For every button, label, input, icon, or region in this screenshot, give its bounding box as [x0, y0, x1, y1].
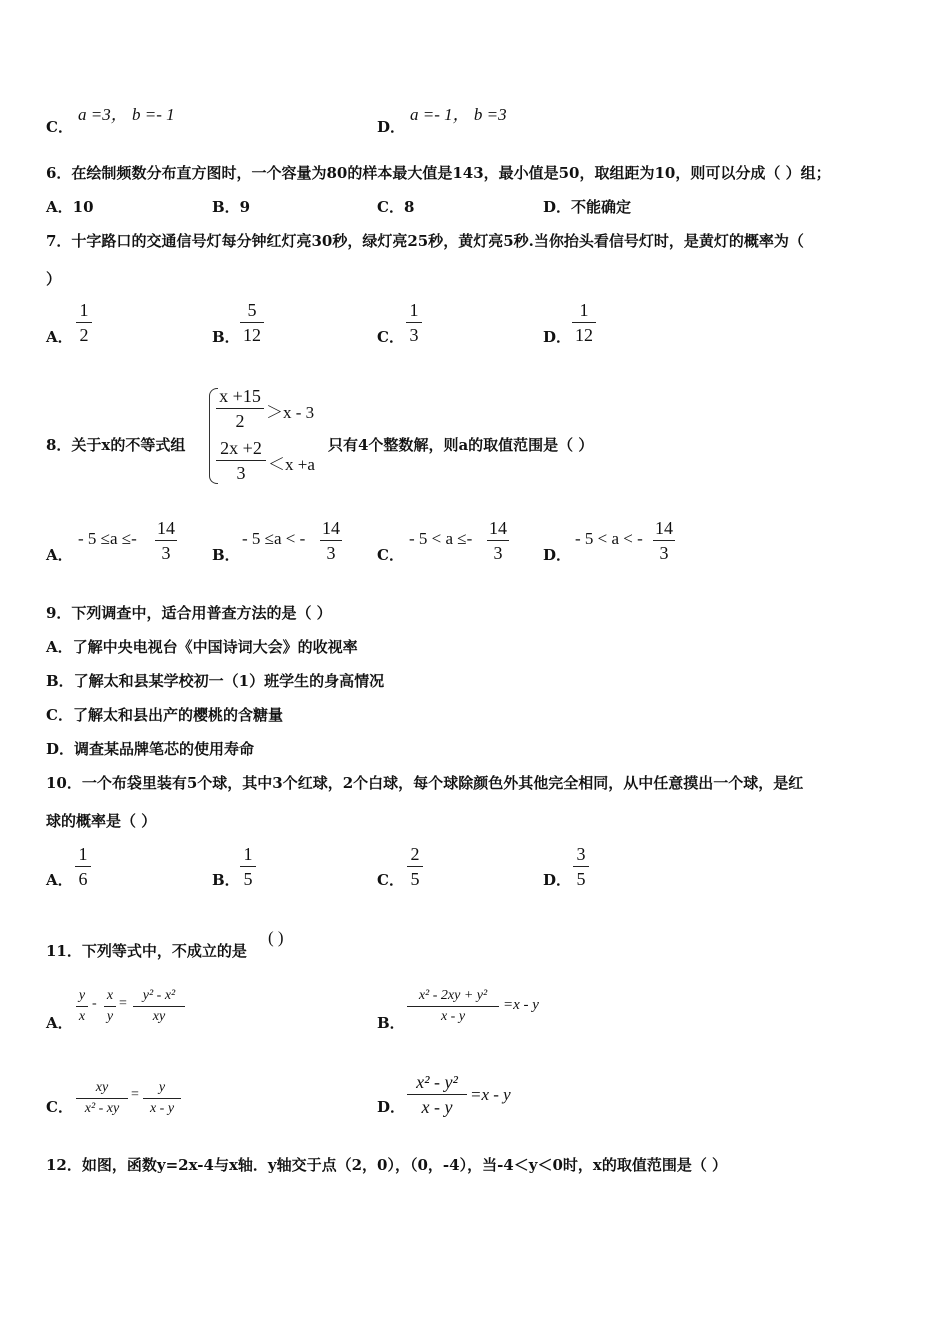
- q8-option-c-lhs: - 5 < a ≤-: [409, 529, 473, 548]
- denominator: x - y: [421, 1097, 453, 1117]
- question-6-text: 6．在绘制频数分布直方图时，一个容量为80的样本最大值是143，最小值是50，取组距为10，则可以分成（ ）组；: [46, 164, 831, 182]
- q9-option-d: D．调查某品牌笔芯的使用寿命: [46, 740, 255, 758]
- question-8-prefix: 8．关于x的不等式组: [46, 436, 186, 454]
- numerator: 1: [243, 844, 253, 864]
- q9-option-a: A．了解中央电视台《中国诗词大会》的收视率: [46, 638, 358, 656]
- q8-option-b-lhs: - 5 ≤a < -: [242, 529, 306, 548]
- inequality-2-rhs: ＜x +a: [268, 455, 315, 474]
- q11-d-fraction: [407, 1071, 467, 1118]
- numerator: y: [158, 1080, 166, 1095]
- numerator: 1: [79, 300, 89, 320]
- denominator: 3: [659, 543, 669, 563]
- denominator: 6: [78, 869, 88, 889]
- q6-option-d: D．不能确定: [543, 198, 632, 216]
- question-12-text: 12．如图，函数y=2x-4与x轴．y轴交于点（2，0），（0，-4），当-4＜y＜0时，x的取值范围是（ ）: [46, 1156, 728, 1174]
- q10-option-b-fraction: [240, 843, 256, 890]
- q11-a-fraction-3: [133, 987, 185, 1026]
- q6-option-b: B．9: [212, 198, 251, 216]
- question-7-text-end: ）: [46, 270, 62, 288]
- q11-a-equals: =: [119, 996, 127, 1011]
- q11-label-c: C．: [46, 1098, 73, 1116]
- q7-option-a-fraction: [76, 299, 92, 346]
- q8-label-c: C．: [377, 546, 404, 564]
- numerator: 2x +2: [220, 438, 262, 458]
- denominator: 2: [79, 325, 89, 345]
- numerator: 5: [247, 300, 257, 320]
- q8-option-a-fraction: [155, 517, 177, 564]
- numerator: y: [78, 988, 86, 1003]
- denominator: 12: [243, 325, 261, 345]
- q6-option-c: C．8: [377, 198, 415, 216]
- denominator: 3: [326, 543, 336, 563]
- numerator: 14: [157, 518, 175, 538]
- numerator: 14: [489, 518, 507, 538]
- q9-option-b: B．了解太和县某学校初一（1）班学生的身高情况: [46, 672, 385, 690]
- denominator: y: [106, 1009, 114, 1024]
- numerator: y² - x²: [142, 988, 176, 1003]
- q8-label-b: B．: [212, 546, 240, 564]
- numerator: 1: [78, 844, 88, 864]
- q11-c-fraction-1: [76, 1079, 128, 1118]
- q11-a-fraction-2: [104, 987, 116, 1026]
- denominator: 3: [236, 463, 246, 483]
- q10-option-a-fraction: [75, 843, 91, 890]
- numerator: x² - y²: [416, 1072, 458, 1092]
- denominator: 5: [576, 869, 586, 889]
- numerator: x: [106, 988, 114, 1003]
- q10-label-d: D．: [543, 871, 572, 889]
- q7-option-d-fraction: [572, 299, 596, 346]
- option-c-expression: a =3， b =- 1: [78, 105, 175, 124]
- q8-option-d-lhs: - 5 < a < -: [575, 529, 643, 548]
- question-7-text: 7．十字路口的交通信号灯每分钟红灯亮30秒，绿灯亮25秒，黄灯亮5秒.当你抬头看信号灯时，是黄灯的概率为（: [46, 232, 804, 250]
- q8-option-d-fraction: [653, 517, 675, 564]
- q8-label-d: D．: [543, 546, 572, 564]
- denominator: 3: [409, 325, 419, 345]
- q11-a-fraction-1: [76, 987, 88, 1026]
- numerator: 3: [576, 844, 586, 864]
- q8-option-a-lhs: - 5 ≤a ≤-: [78, 529, 137, 548]
- question-11-paren: ( ): [268, 928, 284, 947]
- q11-d-rhs: =x - y: [470, 1085, 511, 1104]
- numerator: xy: [95, 1080, 109, 1095]
- q7-label-b: B．: [212, 328, 240, 346]
- numerator: x +15: [219, 386, 261, 406]
- q11-label-a: A．: [46, 1014, 73, 1032]
- question-11-text: 11．下列等式中，不成立的是: [46, 942, 247, 960]
- option-d-expression: a =- 1， b =3: [410, 105, 507, 124]
- q10-label-a: A．: [46, 871, 73, 889]
- question-10-text-end: 球的概率是（ ）: [46, 812, 157, 830]
- q10-label-c: C．: [377, 871, 404, 889]
- inequality-2-fraction: [216, 437, 266, 484]
- inequality-1-rhs: ＞x - 3: [266, 403, 315, 422]
- denominator: x - y: [440, 1009, 466, 1024]
- option-label-d: D．: [377, 118, 406, 136]
- inequality-1-fraction: [216, 385, 264, 432]
- q6-option-a: A．10: [46, 198, 94, 216]
- numerator: 1: [409, 300, 419, 320]
- q7-option-b-fraction: [240, 299, 264, 346]
- denominator: x: [78, 1009, 86, 1024]
- q11-label-d: D．: [377, 1098, 406, 1116]
- q7-label-c: C．: [377, 328, 404, 346]
- denominator: 3: [493, 543, 503, 563]
- q7-label-a: A．: [46, 328, 73, 346]
- numerator: 2: [410, 844, 420, 864]
- denominator: 5: [410, 869, 420, 889]
- denominator: 5: [243, 869, 253, 889]
- q8-label-a: A．: [46, 546, 73, 564]
- q11-a-minus: -: [92, 996, 97, 1011]
- denominator: 2: [235, 411, 245, 431]
- numerator: 1: [579, 300, 589, 320]
- q8-option-b-fraction: [320, 517, 342, 564]
- q7-label-d: D．: [543, 328, 572, 346]
- denominator: x² - xy: [84, 1101, 120, 1116]
- question-9-text: 9．下列调查中，适合用普查方法的是（ ）: [46, 604, 332, 622]
- q11-b-fraction: [407, 987, 499, 1026]
- denominator: xy: [152, 1009, 166, 1024]
- question-8-suffix: 只有4个整数解，则a的取值范围是（ ）: [328, 436, 594, 454]
- q10-option-c-fraction: [407, 843, 423, 890]
- option-label-c: C．: [46, 118, 73, 136]
- numerator: 14: [322, 518, 340, 538]
- numerator: x² - 2xy + y²: [418, 988, 488, 1003]
- q10-label-b: B．: [212, 871, 240, 889]
- q8-option-c-fraction: [487, 517, 509, 564]
- q9-option-c: C．了解太和县出产的樱桃的含糖量: [46, 706, 283, 724]
- q11-c-equals: =: [131, 1087, 139, 1102]
- denominator: x - y: [149, 1101, 175, 1116]
- q10-option-d-fraction: [573, 843, 589, 890]
- denominator: 12: [575, 325, 593, 345]
- denominator: 3: [161, 543, 171, 563]
- numerator: 14: [655, 518, 673, 538]
- q11-label-b: B．: [377, 1014, 405, 1032]
- question-10-text: 10．一个布袋里装有5个球，其中3个红球，2个白球，每个球除颜色外其他完全相同，从中任意摸出一个球，是红: [46, 774, 804, 792]
- q11-c-fraction-2: [143, 1079, 181, 1118]
- q11-b-rhs: =x - y: [503, 997, 539, 1013]
- q7-option-c-fraction: [406, 299, 422, 346]
